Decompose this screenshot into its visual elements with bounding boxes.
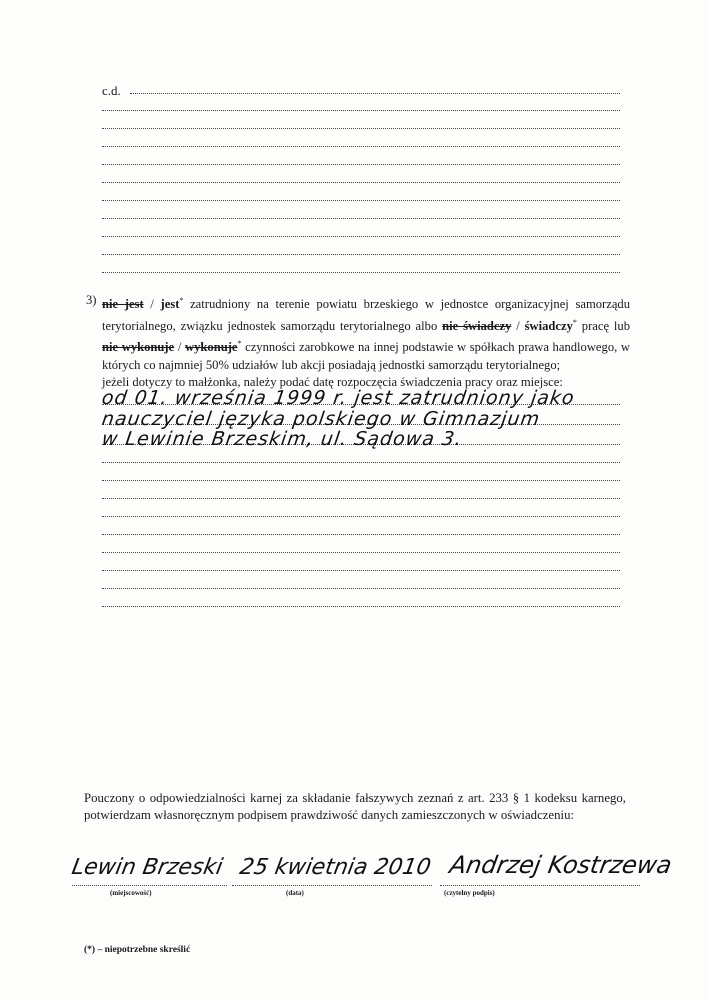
crossed-option-performs: wykonuje [185,340,238,355]
footnote: (*) – niepotrzebne skreślić [84,945,191,955]
dotted-line [102,236,620,237]
dotted-line [102,182,620,183]
caption-place: (miejscowość) [110,889,152,897]
section-3-text [102,292,630,392]
dotted-line [102,218,620,219]
dotted-line [102,516,620,517]
asterisk: * [237,339,242,349]
separator: / [511,318,525,333]
section-3-text-2: pracę lub [576,318,631,333]
dotted-line [102,146,620,147]
handwritten-line-1: od 01. września 1999 r. jest zatrudniony jako [100,387,577,409]
dotted-line [102,588,620,589]
caption-date: (data) [286,889,304,897]
dotted-line [102,110,620,111]
dotted-line [102,200,620,201]
section-3-text-3: czynności zarobkowe na innej podstawie w spółkach prawa handlowego, w których co najmniej 50% udziałów lub akcji posiadają jednostki samorządu terytorialnego; [102,340,630,372]
cd-label: c.d. [102,83,121,98]
dotted-line [130,93,620,94]
section-number: 3) [86,293,97,307]
dotted-line [102,128,620,129]
signature-place: Lewin Brzeski [69,855,225,880]
signature-name: Andrzej Kostrzewa [447,851,674,879]
dotted-line [232,885,432,886]
spouse-instruction: jeżeli dotyczy to małżonka, należy podać datę rozpoczęcia świadczenia pracy oraz miejsce: [102,375,563,390]
dotted-line [102,534,620,535]
dotted-line [102,498,620,499]
dotted-line [440,885,640,886]
asterisk: * [179,296,184,305]
crossed-option-not-performs: nie wykonuje [102,340,175,355]
declaration-text: Pouczony o odpowiedzialności karnej za składanie fałszywych zeznań z art. 233 § 1 kodeksu karnego, potwierdzam własnoręcznym podpisem prawdziwość danych zamieszczonych w oświadczeniu: [84,791,626,823]
signature-row [69,851,674,897]
caption-name: (czytelny podpis) [444,889,495,897]
dotted-line [102,480,620,481]
dotted-line [72,885,227,886]
separator: / [143,297,161,312]
handwritten-line-3: w Lewinie Brzeskim, ul. Sądowa 3. [100,428,464,450]
dotted-line [102,570,620,571]
option-provides: świadczy [524,318,573,333]
dotted-line [102,164,620,165]
dotted-line [102,254,620,255]
signature-date: 25 kwietnia 2010 [237,855,433,880]
dotted-line [102,606,620,607]
separator: / [174,340,185,355]
crossed-option-not-employed: nie jest [102,297,144,312]
crossed-option-not-provides: nie świadczy [442,318,512,333]
handwritten-line-2: nauczyciel języka polskiego w Gimnazjum [100,408,542,430]
dotted-line [102,462,620,463]
section-3-text-1: zatrudniony na terenie powiatu brzeskiego w jednostce organizacyjnej samorządu terytorialnego, związku jednostek samorządu terytorialnego albo [102,297,631,333]
dotted-line [102,552,620,553]
dotted-line [102,272,620,273]
asterisk: * [572,317,577,327]
option-employed: jest [160,297,180,312]
cd-row [102,83,620,97]
